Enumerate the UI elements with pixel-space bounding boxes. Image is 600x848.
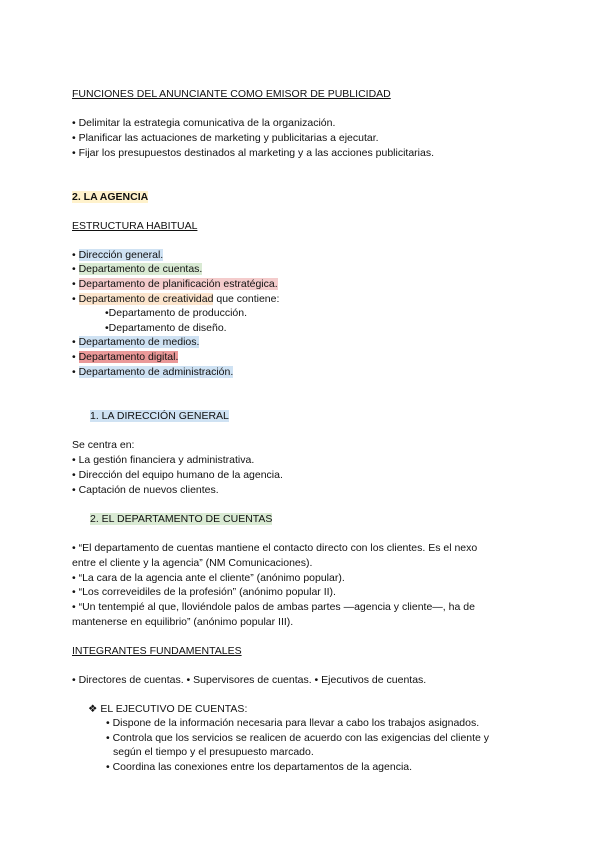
cuentas-line: • “Un tentempié al que, lloviéndole palos de ambas partes —agencia y cliente—, ha de xyxy=(72,601,475,613)
direccion-item: • Dirección del equipo humano de la agencia. xyxy=(72,469,283,481)
ejecutivo-heading: ❖ EL EJECUTIVO DE CUENTAS: xyxy=(88,703,248,715)
cuentas-line: • “Los correveidiles de la profesión” (anónimo popular II). xyxy=(72,586,336,598)
ejecutivo-item-cont: según el tiempo y el presupuesto marcado. xyxy=(113,746,314,758)
cuentas-line: • “La cara de la agencia ante el cliente” (anónimo popular). xyxy=(72,572,345,584)
anunciante-item: • Fijar los presupuestos destinados al marketing y a las acciones publicitarias. xyxy=(72,147,435,159)
estructura-subitem-diseno: •Departamento de diseño. xyxy=(105,322,227,334)
ejecutivo-item: • Coordina las conexiones entre los departamentos de la agencia. xyxy=(106,761,413,773)
ejecutivo-item: • Dispone de la información necesaria para llevar a cabo los trabajos asignados. xyxy=(106,717,480,729)
direccion-item: • La gestión financiera y administrativa. xyxy=(72,454,255,466)
estructura-item-planificacion: • Departamento de planificación estratégica. xyxy=(72,278,278,290)
cuentas-line: entre el cliente y la agencia” (NM Comunicaciones). xyxy=(72,557,313,569)
integrantes-line: • Directores de cuentas. • Supervisores de cuentas. • Ejecutivos de cuentas. xyxy=(72,674,427,686)
direccion-intro: Se centra en: xyxy=(72,439,135,451)
cuentas-line: mantenerse en equilibrio” (anónimo popular III). xyxy=(72,616,294,628)
estructura-item-administracion: • Departamento de administración. xyxy=(72,366,234,378)
estructura-item-direccion: • Dirección general. xyxy=(72,249,164,261)
cuentas-heading: 2. EL DEPARTAMENTO DE CUENTAS xyxy=(90,513,273,525)
anunciante-item: • Delimitar la estrategia comunicativa de la organización. xyxy=(72,117,336,129)
anunciante-item: • Planificar las actuaciones de marketing y publicitarias a ejecutar. xyxy=(72,132,379,144)
direccion-heading: 1. LA DIRECCIÓN GENERAL xyxy=(90,410,229,422)
estructura-item-medios: • Departamento de medios. xyxy=(72,336,200,348)
estructura-item-cuentas: • Departamento de cuentas. xyxy=(72,263,203,275)
anunciante-heading: FUNCIONES DEL ANUNCIANTE COMO EMISOR DE PUBLICIDAD xyxy=(72,88,391,100)
ejecutivo-item: • Controla que los servicios se realicen de acuerdo con las exigencias del cliente y xyxy=(106,732,490,744)
agencia-heading: 2. LA AGENCIA xyxy=(72,191,149,203)
estructura-heading: ESTRUCTURA HABITUAL xyxy=(72,220,198,232)
cuentas-line: • “El departamento de cuentas mantiene el contacto directo con los clientes. Es el nexo xyxy=(72,542,478,554)
estructura-item-digital: • Departamento digital. xyxy=(72,351,179,363)
estructura-item-creatividad: • Departamento de creatividad que contiene: xyxy=(72,293,280,305)
direccion-item: • Captación de nuevos clientes. xyxy=(72,484,219,496)
estructura-subitem-produccion: •Departamento de producción. xyxy=(105,307,248,319)
integrantes-heading: INTEGRANTES FUNDAMENTALES xyxy=(72,645,242,657)
